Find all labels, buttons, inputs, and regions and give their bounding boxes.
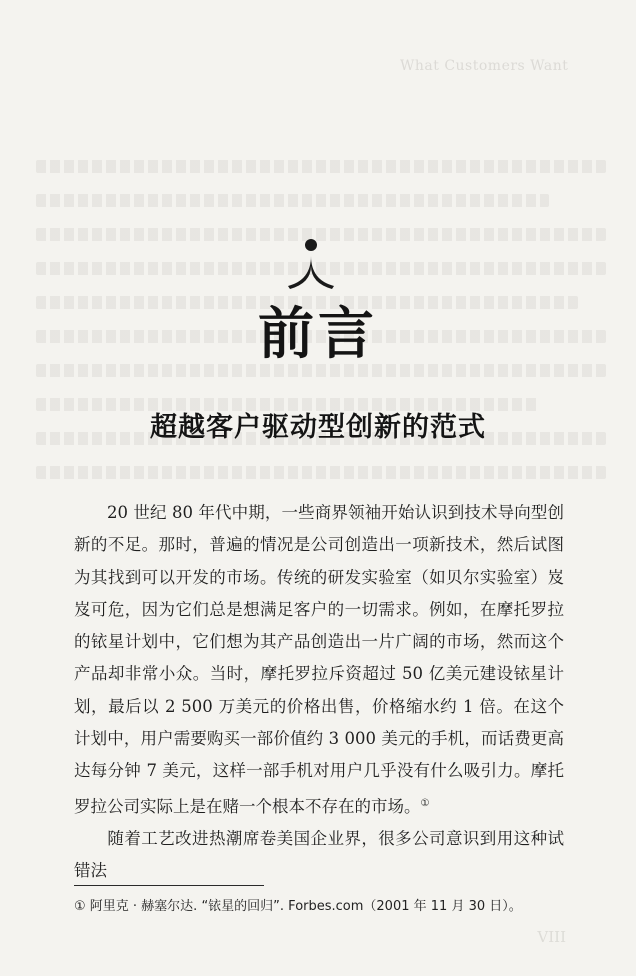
show-through-header: What Customers Want <box>400 58 569 74</box>
footnote: ① 阿里克 · 赫塞尔达. “铱星的回归”. Forbes.com（2001 年 11 月 30 日）。 <box>74 899 522 914</box>
footnote-marker: ① <box>420 797 430 809</box>
footnote-rule <box>74 885 264 886</box>
paragraph: 20 世纪 80 年代中期，一些商界领袖开始认识到技术导向型创新的不足。那时，普遍的情况是公司创造出一项新技术，然后试图为其找到可以开发的市场。传统的研发实验室（如贝尔实验室）岌岌可危，因为它们总是想满足客户的一切需求。例如，在摩托罗拉的铱星计划中，它们想为其产品创造出一片广阔的市场，然而这个产品却非常小众。当时，摩托罗拉斥资超过 50 亿美元建设铱星计划，最后以 2 500 万美元的价格出售，价格缩水约 1 倍。在这个计划中，用户需要购买一部价值约 3 000 美元的手机，而话费更高达每分钟 7 美元，这样一部手机对用户几乎没有什么吸引力。摩托罗拉公司实际上是在赌一个根本不存在的市场。① <box>74 503 564 816</box>
paragraph: 随着工艺改进热潮席卷美国企业界，很多公司意识到用这种试错法 <box>74 828 564 881</box>
arch-dot-ornament-icon <box>286 236 336 296</box>
chapter-subtitle: 超越客户驱动型创新的范式 <box>150 412 486 443</box>
body-text <box>74 497 564 888</box>
chapter-title: 前言 <box>258 302 378 367</box>
show-through-page-number: VIII <box>537 928 566 946</box>
